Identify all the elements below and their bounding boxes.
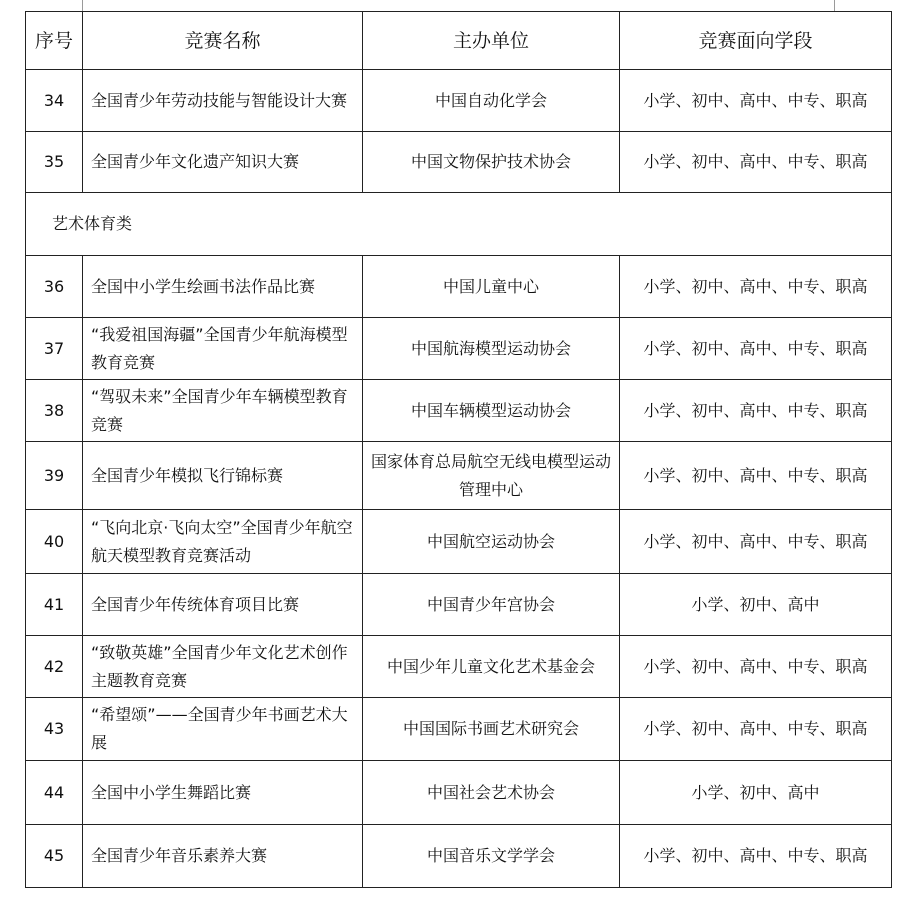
category-label: 艺术体育类 xyxy=(26,193,892,256)
table-row xyxy=(26,318,892,380)
organizer: 国家体育总局航空无线电模型运动管理中心 xyxy=(363,442,620,510)
organizer: 中国国际书画艺术研究会 xyxy=(363,698,620,761)
organizer: 中国少年儿童文化艺术基金会 xyxy=(363,636,620,698)
target-level: 小学、初中、高中、中专、职高 xyxy=(620,510,892,574)
competition-name: “致敬英雄”全国青少年文化艺术创作主题教育竞赛 xyxy=(83,636,363,698)
target-level: 小学、初中、高中、中专、职高 xyxy=(620,132,892,193)
header-target-level: 竞赛面向学段 xyxy=(620,12,892,70)
row-number: 37 xyxy=(26,318,83,380)
table-row xyxy=(26,825,892,888)
table-row xyxy=(26,636,892,698)
target-level: 小学、初中、高中 xyxy=(620,574,892,636)
table-row xyxy=(26,256,892,318)
table-row xyxy=(26,698,892,761)
competition-name: 全国中小学生绘画书法作品比赛 xyxy=(83,256,363,318)
row-number: 34 xyxy=(26,70,83,132)
competition-name: 全国中小学生舞蹈比赛 xyxy=(83,761,363,825)
row-number: 36 xyxy=(26,256,83,318)
table-row xyxy=(26,442,892,510)
header-organizer: 主办单位 xyxy=(363,12,620,70)
organizer: 中国航海模型运动协会 xyxy=(363,318,620,380)
competition-name: “我爱祖国海疆”全国青少年航海模型教育竞赛 xyxy=(83,318,363,380)
row-number: 40 xyxy=(26,510,83,574)
page-edge-line-right xyxy=(834,0,835,11)
organizer: 中国文物保护技术协会 xyxy=(363,132,620,193)
row-number: 35 xyxy=(26,132,83,193)
target-level: 小学、初中、高中、中专、职高 xyxy=(620,636,892,698)
organizer: 中国青少年宫协会 xyxy=(363,574,620,636)
row-number: 41 xyxy=(26,574,83,636)
competition-name: 全国青少年劳动技能与智能设计大赛 xyxy=(83,70,363,132)
organizer: 中国航空运动协会 xyxy=(363,510,620,574)
competition-name: 全国青少年传统体育项目比赛 xyxy=(83,574,363,636)
category-row xyxy=(26,193,892,256)
target-level: 小学、初中、高中 xyxy=(620,761,892,825)
target-level: 小学、初中、高中、中专、职高 xyxy=(620,698,892,761)
header-number: 序号 xyxy=(26,12,83,70)
table-row xyxy=(26,132,892,193)
table-row xyxy=(26,761,892,825)
target-level: 小学、初中、高中、中专、职高 xyxy=(620,256,892,318)
row-number: 38 xyxy=(26,380,83,442)
competition-name: “飞向北京·飞向太空”全国青少年航空航天模型教育竞赛活动 xyxy=(83,510,363,574)
competition-name: “希望颂”——全国青少年书画艺术大展 xyxy=(83,698,363,761)
competition-name: 全国青少年音乐素养大赛 xyxy=(83,825,363,888)
target-level: 小学、初中、高中、中专、职高 xyxy=(620,825,892,888)
header-competition-name: 竞赛名称 xyxy=(83,12,363,70)
table-row xyxy=(26,574,892,636)
organizer: 中国社会艺术协会 xyxy=(363,761,620,825)
target-level: 小学、初中、高中、中专、职高 xyxy=(620,380,892,442)
row-number: 42 xyxy=(26,636,83,698)
target-level: 小学、初中、高中、中专、职高 xyxy=(620,70,892,132)
table-row xyxy=(26,380,892,442)
row-number: 45 xyxy=(26,825,83,888)
row-number: 39 xyxy=(26,442,83,510)
organizer: 中国车辆模型运动协会 xyxy=(363,380,620,442)
organizer: 中国音乐文学学会 xyxy=(363,825,620,888)
target-level: 小学、初中、高中、中专、职高 xyxy=(620,318,892,380)
organizer: 中国自动化学会 xyxy=(363,70,620,132)
table-row xyxy=(26,70,892,132)
page-edge-line-left xyxy=(82,0,83,11)
competition-table xyxy=(25,11,892,888)
competition-name: 全国青少年文化遗产知识大赛 xyxy=(83,132,363,193)
row-number: 44 xyxy=(26,761,83,825)
competition-name: 全国青少年模拟飞行锦标赛 xyxy=(83,442,363,510)
header-row xyxy=(26,12,892,70)
row-number: 43 xyxy=(26,698,83,761)
target-level: 小学、初中、高中、中专、职高 xyxy=(620,442,892,510)
table-row xyxy=(26,510,892,574)
organizer: 中国儿童中心 xyxy=(363,256,620,318)
competition-name: “驾驭未来”全国青少年车辆模型教育竞赛 xyxy=(83,380,363,442)
